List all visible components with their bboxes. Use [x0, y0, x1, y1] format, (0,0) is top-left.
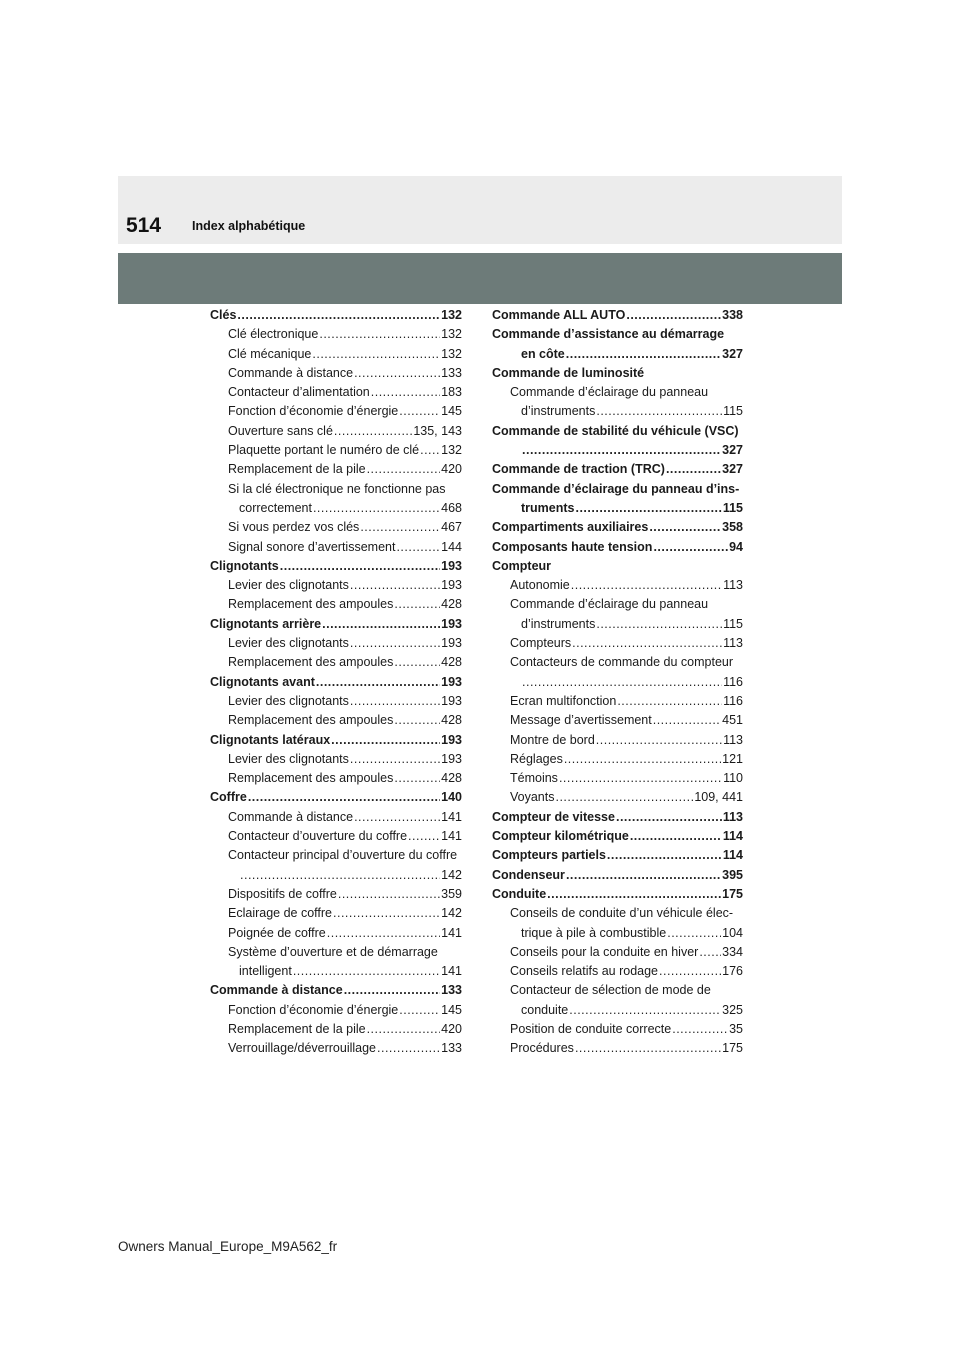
dot-leader: [240, 866, 440, 885]
entry-page: 420: [441, 1021, 462, 1036]
header-band: [118, 176, 842, 244]
dot-leader: [350, 576, 440, 595]
index-entry: [210, 827, 462, 846]
entry-page: 141: [441, 809, 462, 824]
dot-leader: [360, 518, 440, 537]
index-entry: [210, 518, 462, 537]
index-entry: [210, 325, 462, 344]
entry-term: Eclairage de coffre: [228, 906, 332, 921]
index-entry: [492, 866, 743, 885]
entry-page: 104: [722, 925, 743, 940]
dot-leader: [350, 692, 440, 711]
dot-leader: [572, 634, 722, 653]
dot-leader: [248, 788, 440, 807]
entry-page: 183: [441, 385, 462, 400]
index-entry: [210, 885, 462, 904]
dot-leader: [327, 924, 440, 943]
dot-leader: [575, 499, 721, 518]
entry-term: Clé électronique: [228, 327, 319, 342]
index-entry: [492, 943, 743, 962]
footer-document-id: Owners Manual_Europe_M9A562_fr: [118, 1239, 338, 1254]
entry-term: Témoins: [510, 771, 558, 786]
entry-page: 193: [441, 732, 462, 747]
index-entry: Commande d’éclairage du panneau: [510, 597, 709, 612]
entry-page: 113: [722, 809, 743, 824]
dot-leader: [607, 846, 722, 865]
index-entry: [210, 615, 462, 634]
entry-page: 420: [441, 462, 462, 477]
entry-term: Si vous perdez vos clés: [228, 520, 360, 535]
entry-page: 141: [441, 964, 462, 979]
entry-page: 144: [441, 539, 462, 554]
index-entry: [210, 711, 462, 730]
entry-page: 193: [441, 674, 462, 689]
dot-leader: [575, 1039, 721, 1058]
entry-term: Condenseur: [492, 867, 565, 882]
entry-term: Coffre: [210, 790, 247, 805]
entry-term: Commande ALL AUTO: [492, 308, 626, 322]
entry-page: 145: [441, 1002, 462, 1017]
index-entry: [492, 673, 743, 692]
entry-page: 135, 143: [413, 423, 462, 438]
index-entry: [210, 306, 462, 325]
index-entry: [492, 306, 743, 325]
index-entry: [492, 827, 743, 846]
entry-page: 338: [722, 308, 743, 322]
entry-term: Autonomie: [510, 578, 570, 593]
dot-leader: [394, 653, 440, 672]
index-entry: [492, 576, 743, 595]
dot-leader: [596, 731, 722, 750]
index-entry: [210, 460, 462, 479]
index-entry: [210, 788, 462, 807]
index-entry: [210, 1001, 462, 1020]
dot-leader: [334, 422, 412, 441]
index-entry: [210, 499, 462, 518]
entry-term: Remplacement des ampoules: [228, 655, 394, 670]
index-entry: [492, 788, 743, 807]
dot-leader: [555, 788, 693, 807]
dot-leader: [396, 538, 440, 557]
index-entry: [210, 653, 462, 672]
entry-term: Compteur kilométrique: [492, 829, 629, 844]
index-entry: [210, 634, 462, 653]
entry-term: Poignée de coffre: [228, 925, 326, 940]
index-entry: [492, 846, 743, 865]
dot-leader: [672, 1020, 728, 1039]
dot-leader: [547, 885, 721, 904]
entry-page: 115: [723, 404, 743, 419]
index-entry: [210, 692, 462, 711]
index-entry: [492, 885, 743, 904]
index-entry: [210, 422, 462, 441]
entry-page: 132: [441, 443, 462, 458]
index-entry: [210, 595, 462, 614]
entry-page: 175: [722, 1041, 743, 1056]
dot-leader: [699, 943, 721, 962]
index-entry: [210, 962, 462, 981]
entry-page: 327: [722, 462, 743, 477]
entry-page: 176: [722, 964, 743, 979]
dot-leader: [616, 808, 722, 827]
dot-leader: [420, 441, 440, 460]
entry-term: en côte: [521, 346, 565, 361]
entry-term: Montre de bord: [510, 732, 595, 747]
index-entry: [492, 750, 743, 769]
entry-term: Commande à distance: [228, 809, 354, 824]
entry-page: 428: [441, 597, 462, 612]
dot-leader: [559, 769, 722, 788]
entry-term: Verrouillage/déverrouillage: [228, 1041, 377, 1056]
entry-term: Conduite: [492, 886, 547, 901]
entry-page: 142: [441, 867, 462, 882]
entry-term: Réglages: [510, 751, 563, 766]
index-entry: [492, 711, 743, 730]
dot-leader: [344, 981, 440, 1000]
dot-leader: [371, 383, 440, 402]
entry-page: 358: [722, 520, 743, 535]
entry-term: Contacteur d’alimentation: [228, 385, 370, 400]
dot-leader: [630, 827, 722, 846]
entry-page: 113: [723, 578, 743, 593]
entry-term: Ecran multifonction: [510, 693, 617, 708]
dot-leader: [596, 402, 722, 421]
entry-term: Remplacement de la pile: [228, 1021, 366, 1036]
entry-term: Message d’avertissement: [510, 713, 652, 728]
index-entry: [210, 383, 462, 402]
index-entry: [492, 924, 743, 943]
entry-page: 110: [723, 771, 743, 786]
entry-term: Procédures: [510, 1041, 574, 1056]
index-entry: [210, 769, 462, 788]
entry-page: 114: [722, 829, 743, 844]
entry-page: 327: [722, 346, 743, 361]
dot-leader: [653, 711, 721, 730]
entry-term: Levier des clignotants: [228, 751, 349, 766]
entry-page: 334: [722, 944, 743, 959]
entry-page: 133: [441, 365, 462, 380]
dot-leader: [280, 557, 440, 576]
entry-term: Voyants: [510, 790, 555, 805]
entry-term: Position de conduite correcte: [510, 1021, 672, 1036]
dot-leader: [394, 711, 440, 730]
dot-leader: [313, 499, 440, 518]
index-entry: Commande d’assistance au démarrage: [492, 327, 725, 342]
entry-term: Fonction d’économie d’énergie: [228, 404, 399, 419]
entry-page: 116: [723, 693, 743, 708]
entry-term: Fonction d’économie d’énergie: [228, 1002, 399, 1017]
index-entry: Contacteur de sélection de mode de: [510, 983, 711, 998]
entry-page: 451: [722, 713, 743, 728]
entry-term: Compartiments auxiliaires: [492, 520, 649, 535]
dot-leader: [312, 345, 440, 364]
header-dark-band: [118, 253, 842, 304]
dot-leader: [626, 306, 721, 325]
index-entry: Système d’ouverture et de démarrage: [228, 944, 438, 959]
dot-leader: [394, 769, 440, 788]
entry-page: 116: [723, 674, 743, 689]
entry-page: 132: [441, 308, 462, 322]
index-entry: [210, 673, 462, 692]
entry-page: 115: [723, 616, 743, 631]
entry-term: Contacteur d’ouverture du coffre: [228, 829, 408, 844]
entry-term: Clignotants: [210, 558, 279, 573]
entry-page: 145: [441, 404, 462, 419]
entry-page: 132: [441, 327, 462, 342]
index-entry: [210, 364, 462, 383]
entry-page: 141: [441, 925, 462, 940]
entry-term: trique à pile à combustible: [521, 925, 667, 940]
dot-leader: [399, 1001, 440, 1020]
entry-term: Levier des clignotants: [228, 693, 349, 708]
index-entry: [492, 1001, 743, 1020]
dot-leader: [596, 615, 722, 634]
index-entry: [492, 731, 743, 750]
index-entry: Conseils de conduite d’un véhicule élec-: [510, 906, 734, 921]
entry-term: truments: [521, 500, 575, 515]
entry-term: Signal sonore d’avertissement: [228, 539, 396, 554]
dot-leader: [666, 460, 721, 479]
entry-page: 325: [722, 1002, 743, 1017]
index-entry: Commande d’éclairage du panneau d’ins-: [492, 481, 740, 496]
index-entry: [210, 345, 462, 364]
dot-leader: [649, 518, 721, 537]
entry-term: Clé mécanique: [228, 346, 312, 361]
entry-term: Levier des clignotants: [228, 578, 349, 593]
entry-term: Commande de traction (TRC): [492, 462, 665, 477]
entry-page: 467: [441, 520, 462, 535]
entry-page: 193: [441, 616, 462, 631]
entry-term: Clignotants latéraux: [210, 732, 331, 747]
entry-page: 140: [441, 790, 462, 805]
dot-leader: [522, 673, 722, 692]
index-entry: [210, 981, 462, 1000]
index-entry: [492, 615, 743, 634]
index-entry: [210, 808, 462, 827]
entry-page: 133: [441, 1041, 462, 1056]
entry-term: Compteurs: [510, 636, 572, 651]
dot-leader: [377, 1039, 440, 1058]
index-entry: [492, 692, 743, 711]
index-entry: [210, 1020, 462, 1039]
dot-leader: [367, 460, 441, 479]
index-entry: [210, 750, 462, 769]
dot-leader: [350, 634, 440, 653]
index-entry: Commande de stabilité du véhicule (VSC): [492, 423, 739, 438]
dot-leader: [522, 441, 721, 460]
index-entry: Contacteur principal d’ouverture du coffre: [228, 848, 458, 863]
entry-page: 193: [441, 578, 462, 593]
dot-leader: [394, 595, 440, 614]
entry-term: Compteurs partiels: [492, 848, 606, 863]
entry-page: 468: [441, 500, 462, 515]
index-entry: [210, 924, 462, 943]
page-number: 514: [126, 214, 162, 237]
index-entry: [210, 576, 462, 595]
dot-leader: [566, 345, 721, 364]
dot-leader: [350, 750, 440, 769]
entry-page: 193: [441, 636, 462, 651]
entry-page: 109, 441: [694, 790, 743, 805]
dot-leader: [354, 364, 440, 383]
dot-leader: [667, 924, 721, 943]
entry-term: Ouverture sans clé: [228, 423, 333, 438]
dot-leader: [653, 538, 728, 557]
entry-term: Composants haute tension: [492, 539, 653, 554]
entry-term: conduite: [521, 1002, 569, 1017]
entry-page: 114: [722, 848, 743, 863]
dot-leader: [659, 962, 721, 981]
entry-term: d’instruments: [521, 616, 596, 631]
dot-leader: [338, 885, 440, 904]
entry-page: 359: [441, 886, 462, 901]
index-entry: [492, 962, 743, 981]
index-entry: [492, 499, 743, 518]
entry-page: 175: [722, 886, 743, 901]
entry-page: 35: [729, 1021, 743, 1036]
index-entry: [210, 866, 462, 885]
index-entry: Compteur: [492, 558, 552, 573]
index-entry: [210, 904, 462, 923]
index-entry: [492, 634, 743, 653]
entry-term: Conseils pour la conduite en hiver: [510, 944, 699, 959]
index-entry: [210, 731, 462, 750]
dot-leader: [564, 750, 721, 769]
entry-page: 142: [441, 906, 462, 921]
dot-leader: [571, 576, 722, 595]
index-entry: [492, 518, 743, 537]
entry-page: 193: [441, 693, 462, 708]
entry-term: intelligent: [239, 964, 292, 979]
entry-page: 113: [723, 732, 743, 747]
index-entry: Si la clé électronique ne fonctionne pas: [228, 481, 446, 496]
entry-page: 193: [441, 558, 462, 573]
index-entry: [210, 1039, 462, 1058]
entry-term: Remplacement des ampoules: [228, 713, 394, 728]
entry-page: 428: [441, 713, 462, 728]
entry-term: Levier des clignotants: [228, 636, 349, 651]
entry-page: 327: [722, 443, 743, 458]
entry-term: correctement: [239, 500, 312, 515]
entry-term: Plaquette portant le numéro de clé: [228, 443, 420, 458]
index-entry: [492, 460, 743, 479]
entry-page: 113: [723, 636, 743, 651]
dot-leader: [322, 615, 440, 634]
dot-leader: [333, 904, 440, 923]
dot-leader: [566, 866, 721, 885]
entry-page: 94: [729, 539, 743, 554]
index-entry: [492, 441, 743, 460]
entry-term: Dispositifs de coffre: [228, 886, 337, 901]
entry-term: Commande à distance: [210, 983, 343, 998]
dot-leader: [237, 306, 440, 325]
dot-leader: [319, 325, 440, 344]
entry-term: d’instruments: [521, 404, 596, 419]
entry-term: Clignotants arrière: [210, 616, 322, 631]
index-entry: [210, 441, 462, 460]
entry-page: 132: [441, 346, 462, 361]
entry-term: Commande à distance: [228, 365, 354, 380]
index-entry: [492, 808, 743, 827]
entry-term: Remplacement de la pile: [228, 462, 366, 477]
section-title: Index alphabétique: [192, 219, 306, 233]
dot-leader: [331, 731, 440, 750]
index-entry: [492, 345, 743, 364]
index-entry: [492, 1039, 743, 1058]
dot-leader: [569, 1001, 721, 1020]
entry-term: Remplacement des ampoules: [228, 771, 394, 786]
entry-term: Conseils relatifs au rodage: [510, 964, 658, 979]
index-entry: [210, 538, 462, 557]
index-entry: Commande de luminosité: [492, 365, 645, 380]
entry-page: 428: [441, 655, 462, 670]
entry-page: 115: [722, 500, 743, 515]
dot-leader: [367, 1020, 441, 1039]
dot-leader: [316, 673, 440, 692]
dot-leader: [408, 827, 440, 846]
entry-term: Clignotants avant: [210, 674, 315, 689]
entry-term: Clés: [210, 308, 237, 322]
entry-term: Compteur de vitesse: [492, 809, 615, 824]
entry-page: 121: [722, 751, 743, 766]
dot-leader: [617, 692, 722, 711]
dot-leader: [354, 808, 440, 827]
index-entry: Commande d’éclairage du panneau: [510, 385, 709, 400]
entry-page: 428: [441, 771, 462, 786]
index-entry: [210, 402, 462, 421]
dot-leader: [399, 402, 440, 421]
index-entry: Contacteurs de commande du compteur: [510, 655, 734, 670]
index-entry: [492, 769, 743, 788]
index-entry: [492, 402, 743, 421]
entry-page: 133: [441, 983, 462, 998]
entry-page: 193: [441, 751, 462, 766]
entry-page: 395: [722, 867, 743, 882]
entry-page: 141: [441, 829, 462, 844]
index-column-left: [210, 306, 462, 1059]
index-entry: [492, 538, 743, 557]
dot-leader: [293, 962, 440, 981]
entry-term: Remplacement des ampoules: [228, 597, 394, 612]
index-column-right: [492, 306, 743, 1059]
index-entry: [492, 1020, 743, 1039]
index-entry: [210, 557, 462, 576]
